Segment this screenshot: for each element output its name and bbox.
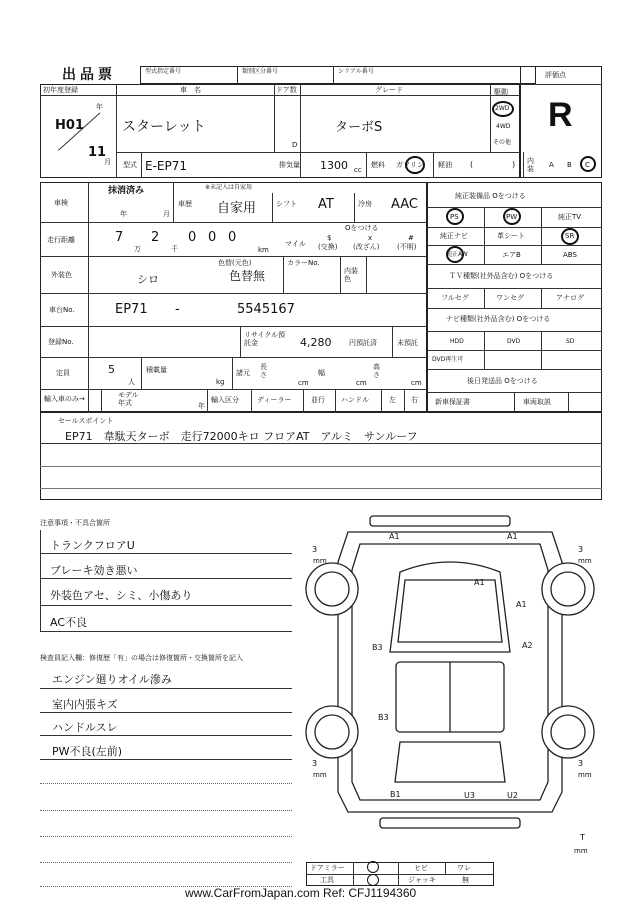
damage-a1-front-left: A1 [389,532,400,541]
mileage-mile: マイル [285,240,306,248]
month-mark: 月 [104,158,111,166]
color-value: シロ [137,273,159,286]
damage-b1: B1 [390,790,401,799]
color-change-label: 色替(元色) [218,259,252,267]
equip-tv: 純正TV [558,213,582,221]
sales-text: EP71 韋駄天ターボ 走行72000キロ フロアAT アルミ サンルーフ [65,430,418,443]
drive-other: その他 [493,139,512,146]
damage-u2: U2 [507,791,518,800]
chassis-dash: - [175,302,180,317]
tv-type-title: ＴＶ種類(社外品含む) Oをつける [449,272,554,280]
jack-label: ジャッキ [408,876,436,884]
inspection-note: ※未記入は自家用 [205,184,253,191]
model-label: 型式 [123,161,137,169]
color-no-label: カラーNo. [287,259,320,267]
tread-front-left: 3 [312,545,318,554]
equip-aw: 純正AW [446,251,468,258]
shift-value: AT [318,197,334,212]
paren-open: ( [470,160,474,169]
dims-cm-2: cm [356,379,367,387]
import-right: 右 [411,396,418,404]
mirror-label: ドアミラー [310,864,345,872]
tread-mm-spare: mm [574,847,588,855]
mileage-digit-4: 0 [208,230,217,245]
interior-b: B [567,161,572,169]
mileage-digit-5: 0 [228,230,237,245]
interior-c: C [585,161,590,169]
vehicle-manual: 車両取説 [523,398,551,406]
light-oil: 軽油 [438,161,452,169]
tv-analog: アナログ [556,294,584,302]
equip-navi: 純正ナビ [440,232,468,240]
import-year: 年 [198,402,205,410]
mileage-opt2b: (改ざん) [353,243,380,251]
note-item-4: AC不良 [50,616,88,629]
footer-ref: www.CarFromJapan.com Ref: CFJ1194360 [185,886,417,900]
equip-abs: ABS [563,251,577,259]
note-item-1: トランクフロアU [50,539,135,552]
recycle-unpaid: 未預託 [397,339,418,347]
tread-front-right: 3 [578,545,584,554]
grade-label: グレード [375,86,403,94]
capacity-value: 5 [108,363,115,376]
equip-pw: PW [506,213,518,221]
mileage-sen: 千 [171,245,178,253]
damage-u3: U3 [464,791,475,800]
import-parallel: 並行 [311,396,325,404]
drive-2wd: 2WD [495,105,510,112]
sales-label: セールスポイント [58,417,114,425]
chassis-number: 5545167 [237,302,295,317]
equip-ps: PS [450,213,459,221]
mileage-digit-1: 7 [115,230,124,245]
damage-a1-hood: A1 [474,578,485,587]
class-label: 類別区分番号 [242,68,279,75]
load-label: 積載量 [146,366,167,374]
interior-color-label: 内装色 [344,267,358,283]
page-title: 出品票 [62,67,116,83]
first-reg-label: 初年度登録 [43,86,78,94]
recycle-label: リサイクル預託金 [244,331,286,347]
interior-label: 内装 [527,157,534,173]
navi-sd: SD [566,338,575,345]
import-label: 輸入車のみ→ [44,395,85,403]
dims-label: 諸元 [236,369,250,377]
mileage-digit-3: 0 [188,230,197,245]
inspection-label: 車検 [54,199,68,207]
door-sub: D [292,141,298,149]
inspector-item-1: エンジン廻りオイル滲み [52,673,172,686]
capacity-unit: 人 [128,378,135,386]
crack-label: ヒビ [414,864,428,872]
equip-sr: SR [565,232,575,240]
history-value: 自家用 [217,201,257,216]
inspection-month: 月 [163,210,170,218]
dims-cm-3: cm [411,379,422,387]
import-handle: ハンドル [341,396,369,404]
fuel-label: 燃料 [371,161,385,169]
inspector-item-2: 室内内張キズ [52,698,118,711]
car-name-label: 車 名 [180,86,201,94]
tread-mm-rl: mm [313,771,327,779]
ac-value: AAC [391,197,418,212]
details-table [40,182,427,412]
mileage-digit-2: 2 [151,230,160,245]
capacity-label: 定員 [56,369,70,377]
inspector-item-3: ハンドルスレ [52,721,118,734]
tv-fullseg: フルセグ [441,294,469,302]
paren-close: ) [512,160,516,169]
tool-label: 工具 [320,876,334,884]
damage-a1-front-right: A1 [507,532,518,541]
score-label: 評価点 [545,71,566,79]
tread-mm-rr: mm [578,771,592,779]
sales-point-box [40,412,602,500]
cc-unit: cc [354,166,362,174]
car-damage-diagram [300,512,600,842]
mileage-opt2: x [368,234,373,242]
break-label: ワレ [457,864,471,872]
mileage-km: km [258,246,269,254]
shift-label: シフト [276,200,297,208]
model-cert-label: 型式指定番号 [145,68,182,75]
navi-hdd: HDD [450,338,464,345]
grade: ターボS [335,120,383,135]
tread-mm-fr: mm [578,557,592,565]
mileage-label: 走行距離 [47,236,75,244]
equip-title: 純正装備品 Oをつける [455,192,526,200]
import-model-year: モデル年式 [118,391,139,407]
color-label: 外装色 [51,271,72,279]
load-kg: kg [216,378,225,386]
dims-height: 高さ [373,363,380,379]
tread-spare: T [580,833,585,842]
mileage-opt3b: (不明) [397,243,417,251]
chassis-prefix: EP71 [115,302,148,317]
navi-type-title: ナビ種類(社外品含む) Oをつける [446,315,551,323]
mileage-opt1: $ [327,234,332,242]
mileage-opt1b: (交換) [318,243,338,251]
drive-4wd: 4WD [496,123,511,130]
inspector-item-4: PW不良(左前) [52,745,123,758]
damage-b3-left: B3 [372,643,383,652]
damage-a2-right: A2 [522,641,533,650]
reg-year: H01 [55,118,84,133]
chassis-label: 車台No. [49,306,75,314]
tread-rear-right: 3 [578,759,584,768]
inspector-label: 検査員記入欄：修復歴「有」の場合は修復箇所・交換箇所を記入 [40,654,243,662]
note-item-3: 外装色アセ、シミ、小傷あり [50,589,193,602]
reg-month: 11 [88,145,107,160]
interior-a: A [549,161,554,169]
fuel-gasoline: ガソリン [396,161,424,169]
tread-rear-left: 3 [312,759,318,768]
inspection-status: 抹消済み [108,186,145,196]
none-label: 無 [462,876,469,884]
new-car-warranty: 新車保証書 [435,398,470,406]
recycle-paid: 円預託済 [349,339,377,347]
dims-width: 幅 [318,369,325,377]
inspection-year: 年 [120,210,127,218]
history-label: 車歴 [178,200,192,208]
notes-label: 注意事項・不具合箇所 [40,519,110,527]
registration-label: 登録No. [48,338,74,346]
color-change: 色替無 [229,269,266,283]
equip-leather: 革シート [497,232,525,240]
door-label: ドア数 [276,86,297,94]
navi-dvd: DVD [507,338,521,345]
displacement: 1300 [320,159,348,172]
tv-oneseg: ワンセグ [496,294,524,302]
dvd-playable: DVD再生可 [432,356,464,363]
dims-length: 長さ [260,363,267,379]
equip-airbag: エアB [502,251,521,259]
score-value: R [548,96,573,134]
displacement-label: 排気量 [279,161,300,169]
drive-label: 駆動 [494,88,508,96]
after-title: 後日発送品 Oをつける [467,377,538,385]
damage-a1-right: A1 [516,600,527,609]
car-name: スターレット [122,119,206,135]
dims-cm-1: cm [298,379,309,387]
import-class: 輸入区分 [211,396,239,404]
serial-label: シリアル番号 [338,68,374,75]
note-item-2: ブレーキ効き悪い [50,564,138,577]
import-left: 左 [389,396,396,404]
import-dealer: ディーラー [257,396,292,404]
tread-mm-fl: mm [313,557,327,565]
ac-label: 冷房 [358,200,372,208]
recycle-value: 4,280 [300,336,332,349]
damage-b3-rear: B3 [378,713,389,722]
mileage-note: Oをつける [345,224,379,232]
mileage-man: 万 [134,245,141,253]
model-code: E-EP71 [145,159,187,173]
mileage-opt3: # [408,234,414,242]
year-mark: 年 [96,103,103,111]
